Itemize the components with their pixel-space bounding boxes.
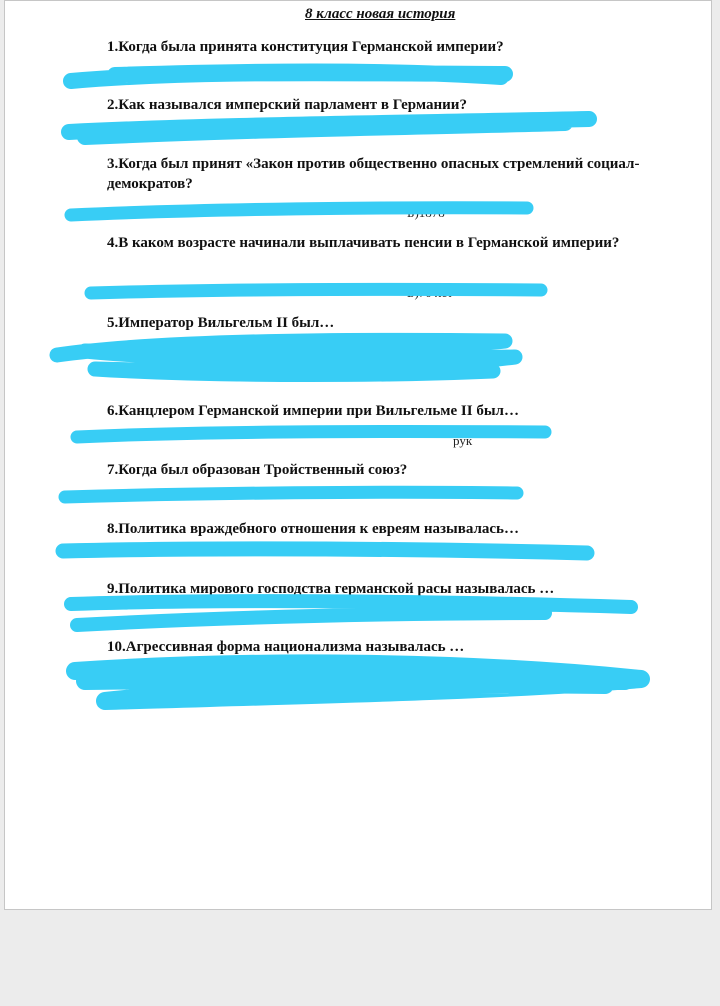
scribble-3 [71,208,527,215]
question-10: 10.Агрессивная форма национализма называлась … [107,639,465,655]
question-6: 6.Канцлером Германской империи при Вильгельме II был… [107,403,519,419]
answer-fragment-6: рук [453,433,473,448]
question-3: 3.Когда был принят «Закон против общественно опасных стремлений социал-демократов? [107,156,640,192]
scribble-4 [91,289,541,293]
scribble-2 [69,119,589,137]
question-5: 5.Император Вильгельм II был… [107,315,335,331]
question-7: 7.Когда был образован Тройственный союз? [107,462,408,478]
question-1: 1.Когда была принята конституция Германской империи? [107,39,504,55]
answer-fragment-1: Б)18 [405,63,430,78]
answer-fragment-4: Б)70 лет [407,285,453,300]
document-page [4,0,712,910]
scribble-6 [77,432,545,437]
question-9: 9.Политика мирового господства германской расы называлась … [107,581,555,597]
question-4: 4.В каком возрасте начинали выплачивать пенсии в Германской империи? [107,235,620,251]
question-8: 8.Политика враждебного отношения к евреям называлась… [107,521,519,537]
scribble-1 [71,72,505,82]
scribble-8 [63,549,587,553]
blue-scribble-overlay [5,1,713,911]
answer-fragment-5: Вильге [397,344,436,359]
question-2: 2.Как назывался имперский парламент в Германии? [107,97,467,113]
scribble-5 [57,340,515,374]
scribble-9 [71,601,631,625]
document-title: 8 класс новая история [305,6,456,22]
answer-fragment-3: Б)1878 [407,205,445,220]
scribble-10 [75,663,641,701]
scribble-7 [65,492,517,497]
